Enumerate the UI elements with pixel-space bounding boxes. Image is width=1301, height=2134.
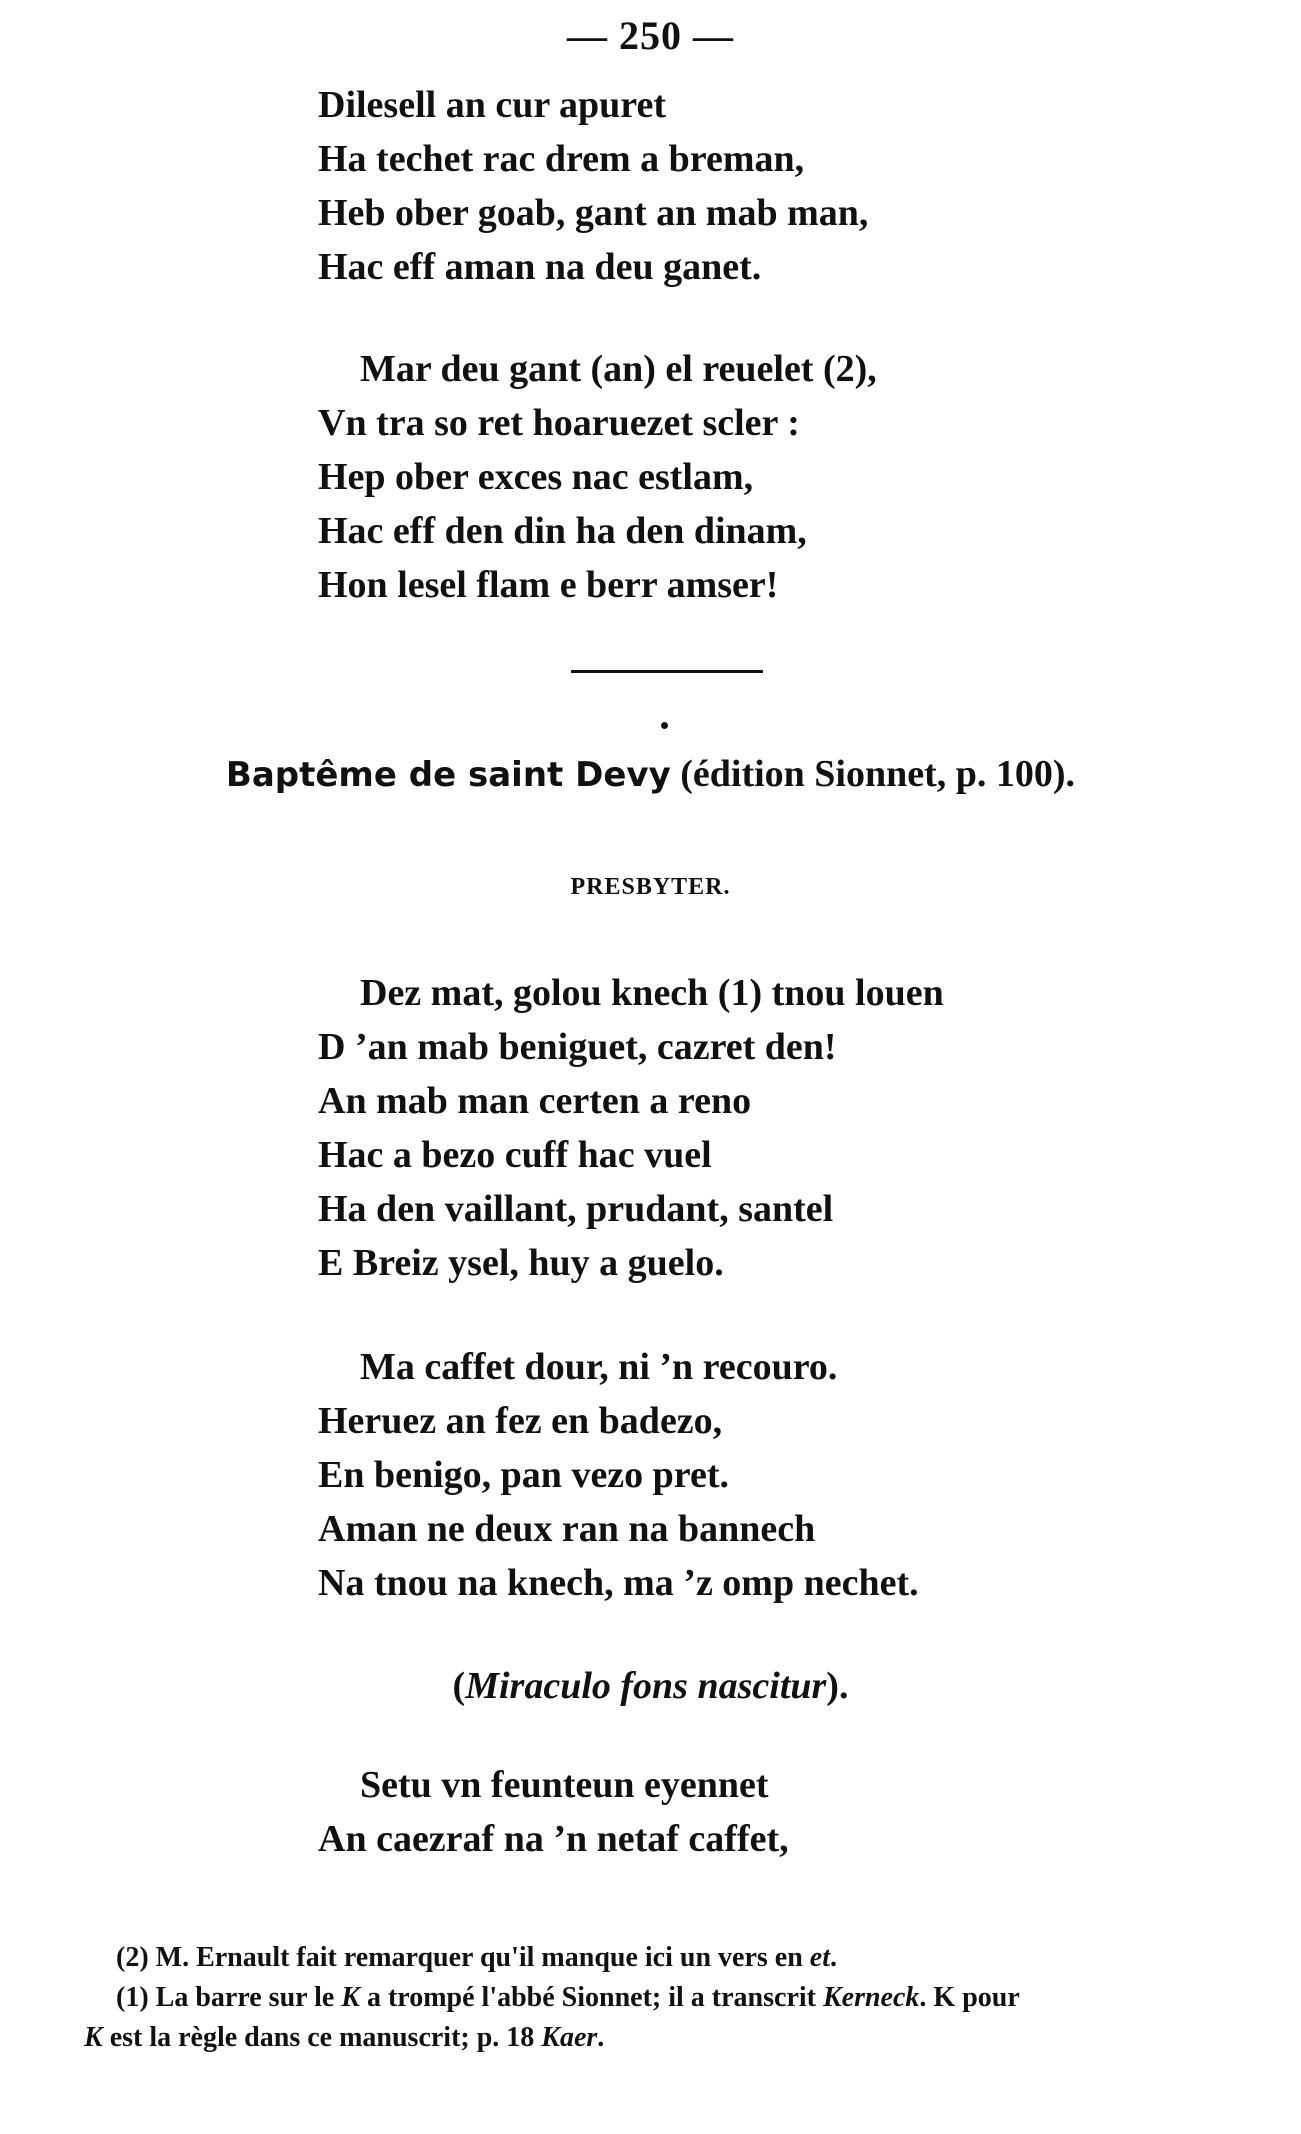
verse-line: Mar deu gant (an) el reuelet (2),: [360, 348, 877, 390]
verse-line: Ha den vaillant, prudant, santel: [318, 1188, 834, 1230]
verse-line: Heb ober goab, gant an mab man,: [318, 192, 869, 234]
footnote-2: (2) M. Ernault fait remarquer qu'il manque ici un vers en et.: [116, 1942, 837, 1973]
stage-direction: (Miraculo fons nascitur).: [452, 1665, 849, 1707]
verse-line: Dez mat, golou knech (1) tnou louen: [360, 972, 944, 1014]
stage-direction-text: Miraculo fons nascitur: [465, 1665, 827, 1707]
verse-line: Dilesell an cur apuret: [318, 84, 666, 126]
verse-line: Ha techet rac drem a breman,: [318, 138, 805, 180]
stanza-1: [318, 78, 868, 294]
verse-line: Aman ne deux ran na bannech: [318, 1508, 816, 1550]
verse-line: An mab man certen a reno: [318, 1080, 752, 1122]
footnotes: [0, 1938, 1301, 2058]
section-divider: [571, 670, 763, 673]
stanza-2: [318, 342, 877, 612]
stanza-3: [318, 966, 944, 1290]
verse-line: Hac a bezo cuff hac vuel: [318, 1134, 712, 1176]
verse-line: Setu vn feunteun eyennet: [360, 1764, 769, 1806]
verse-line: Hon lesel flam e berr amser!: [318, 564, 779, 606]
verse-line: Vn tra so ret hoaruezet scler :: [318, 402, 800, 444]
divider-dot: [661, 722, 668, 729]
section-title: Baptême de saint Devy: [225, 755, 671, 795]
verse-line: E Breiz ysel, huy a guelo.: [318, 1242, 724, 1284]
stanza-4: [318, 1340, 919, 1610]
speaker-name: PRESBYTER.: [570, 874, 731, 900]
footnote-1: (1) La barre sur le K a trompé l'abbé Sionnet; il a transcrit Kerneck. K pour: [116, 1982, 1020, 2013]
section-heading: [0, 752, 1301, 796]
stanza-5: [318, 1758, 789, 1866]
verse-line: En benigo, pan vezo pret.: [318, 1454, 730, 1496]
verse-line: Hep ober exces nac estlam,: [318, 456, 754, 498]
verse-line: Heruez an fez en badezo,: [318, 1400, 723, 1442]
verse-line: Hac eff den din ha den dinam,: [318, 510, 807, 552]
verse-line: Na tnou na knech, ma ’z omp nechet.: [318, 1562, 919, 1604]
footnote-1-continued: K est la règle dans ce manuscrit; p. 18 Kaer.: [84, 2022, 605, 2053]
section-edition: (édition Sionnet, p. 100).: [680, 753, 1076, 795]
verse-line: An caezraf na ’n netaf caffet,: [318, 1818, 789, 1860]
verse-line: Hac eff aman na deu ganet.: [318, 246, 762, 288]
page-number: — 250 —: [567, 13, 734, 58]
verse-line: D ’an mab beniguet, cazret den!: [318, 1026, 837, 1068]
verse-line: Ma caffet dour, ni ’n recouro.: [360, 1346, 838, 1388]
